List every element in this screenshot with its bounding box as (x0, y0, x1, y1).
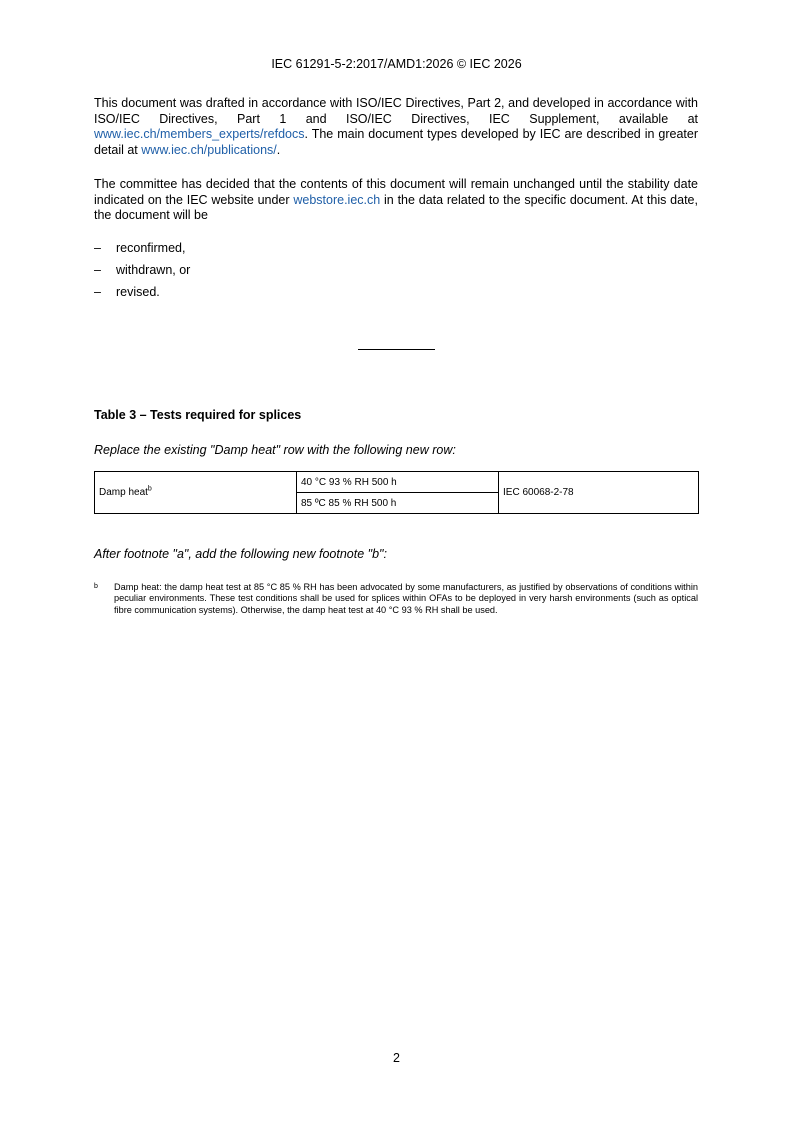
reference-cell: IEC 60068-2-78 (499, 472, 699, 514)
paragraph-text: . (276, 142, 281, 157)
paragraph-text: The committee has decided that the contents of this document will remain unchanged until the stability date indicated on the IEC website under (94, 177, 698, 207)
page-number: 2 (393, 1051, 400, 1065)
table-row (95, 472, 699, 493)
footnote-instruction: After footnote "a", add the following new footnote "b": (94, 547, 387, 561)
list-item-text: revised. (116, 285, 160, 299)
page-header: IEC 61291-5-2:2017/AMD1:2026 © IEC 2026 (271, 57, 522, 71)
list-item (94, 237, 190, 259)
replace-instruction: Replace the existing "Damp heat" row with the following new row: (94, 443, 456, 457)
list-item (94, 281, 190, 303)
refdocs-link[interactable]: www.iec.ch/members_experts/refdocs (94, 127, 305, 142)
paragraph-text: in the data related to the specific document. At this date, the document will be (94, 192, 698, 223)
paragraph-text: . The main document types developed by IEC are described in greater detail at (94, 127, 698, 157)
publications-link[interactable]: www.iec.ch/publications/ (141, 142, 277, 157)
list-item-text: withdrawn, or (116, 263, 191, 277)
footnote-reference: b (147, 485, 152, 493)
condition-cell: 40 °C 93 % RH 500 h (297, 472, 499, 493)
paragraph-text: This document was drafted in accordance with ISO/IEC Directives, Part 2, and developed in accordance with ISO/IEC Directives, Part 1 and ISO/IEC Directives, IEC Supplement, available at (94, 96, 698, 126)
stability-outcome-list (94, 237, 190, 303)
list-item-text: reconfirmed, (116, 241, 186, 255)
footnote-text: Damp heat: the damp heat test at 85 °C 85 % RH has been advocated by some manufacturers, as justified by observations of conditions within peculiar environments. These test conditions shall be used for splices within OFAs to be deployed in very harsh environments (such as optical fibre communication systems). Otherwise, the damp heat test at 40 °C 93 % RH shall be used. (114, 582, 698, 615)
webstore-link[interactable]: webstore.iec.ch (293, 192, 381, 207)
footnote-b (94, 582, 698, 616)
list-dash: – (94, 263, 101, 277)
section-separator (358, 349, 435, 350)
condition-cell: 85 ºC 85 % RH 500 h (297, 493, 499, 514)
foreword-paragraph-stability (94, 177, 698, 224)
damp-heat-table (94, 471, 699, 514)
table-title: Table 3 – Tests required for splices (94, 408, 302, 422)
foreword-paragraph-directives (94, 96, 698, 158)
test-name-cell (95, 472, 297, 514)
list-item (94, 259, 190, 281)
footnote-mark: b (94, 583, 98, 590)
test-name: Damp heat (99, 487, 148, 498)
list-dash: – (94, 241, 101, 255)
list-dash: – (94, 285, 101, 299)
